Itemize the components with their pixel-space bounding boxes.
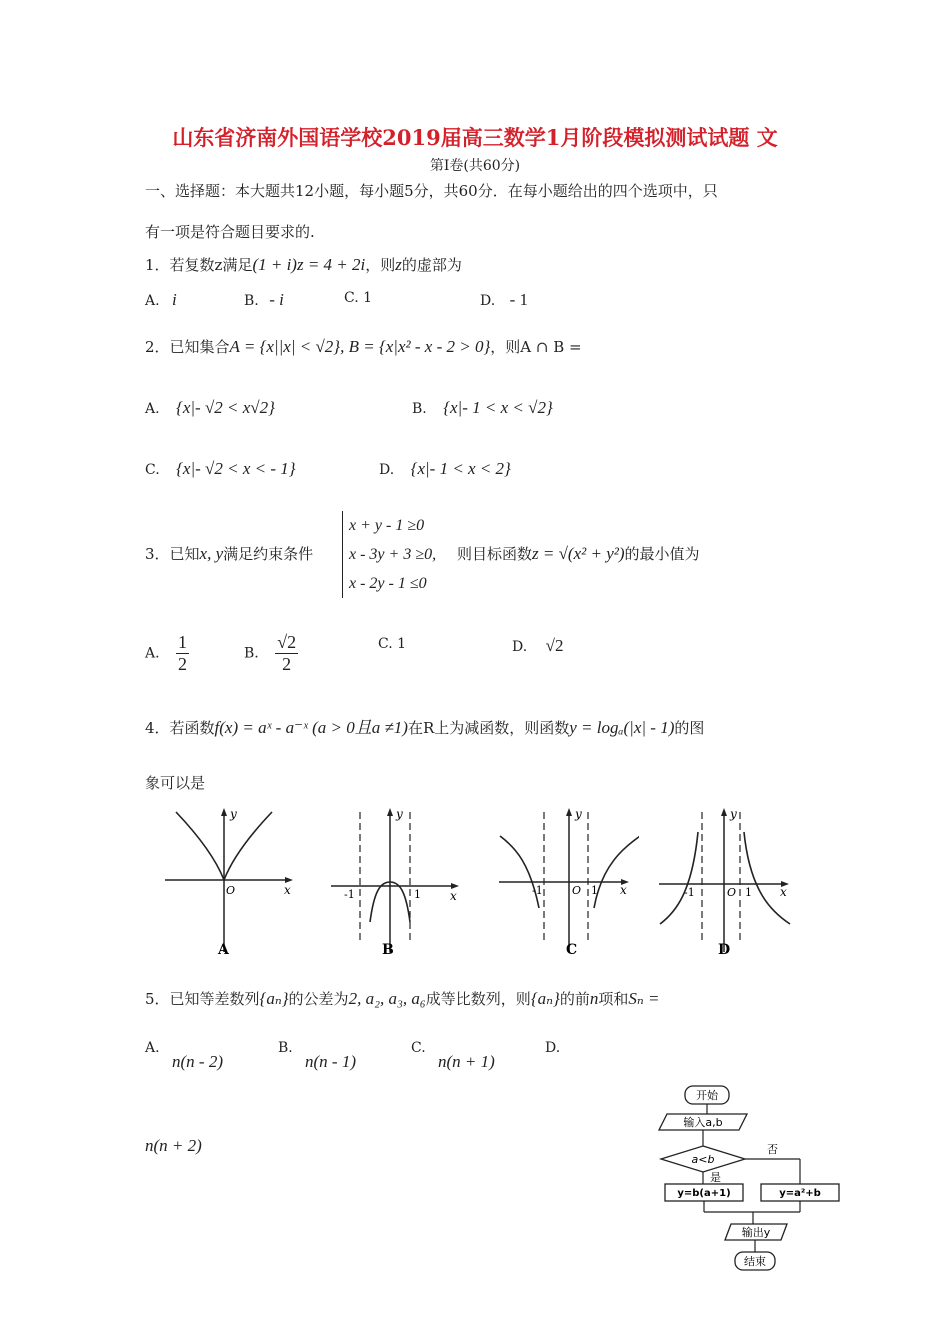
q1-option-c[interactable]: C. 1 bbox=[344, 290, 373, 306]
q2-option-c-label: C. bbox=[145, 462, 160, 478]
flow-condition: a<b bbox=[691, 1153, 715, 1166]
q4-prefix: 4．若函数 bbox=[145, 719, 215, 737]
q4d-origin: O bbox=[727, 886, 737, 899]
q5-mid: 的公差为 bbox=[288, 990, 349, 1008]
q3-constraint-1: x + y - 1 ≥0 bbox=[349, 517, 425, 534]
q4-function-f: f(x) = aˣ - a⁻ˣ (a > 0且a ≠1) bbox=[214, 718, 408, 737]
page-title: 山东省济南外国语学校2019届高三数学1月阶段模拟测试试题 文 bbox=[172, 125, 778, 150]
q1-suffix2: 的虚部为 bbox=[401, 256, 462, 274]
q4b-y-label: y bbox=[396, 807, 403, 821]
q1-prefix: 1．若复数z满足 bbox=[145, 256, 253, 274]
flow-left-process: y=b(a+1) bbox=[677, 1188, 731, 1199]
q4a-label: A bbox=[218, 942, 229, 958]
q3-option-b[interactable] bbox=[244, 632, 298, 675]
q1-option-b-value: - i bbox=[269, 290, 284, 309]
q4b-tick-pos: 1 bbox=[414, 888, 421, 901]
flow-start: 开始 bbox=[696, 1089, 718, 1102]
q5-option-c-value[interactable]: n(n + 1) bbox=[438, 1052, 495, 1071]
question-4 bbox=[145, 713, 704, 738]
q3-vars: x, y bbox=[199, 544, 224, 563]
q1-option-d-value: - 1 bbox=[509, 290, 529, 309]
q3-option-b-den: 2 bbox=[282, 654, 292, 674]
q4-graph-a[interactable] bbox=[160, 802, 300, 960]
q4b-x-label: x bbox=[450, 889, 457, 903]
q4d-y-label: y bbox=[730, 807, 737, 821]
q2-expr: A = {x||x| < √2}, B = {x|x² - x - 2 > 0} bbox=[229, 337, 491, 356]
q3-prefix bbox=[145, 543, 313, 564]
q2-option-a-label: A. bbox=[145, 401, 160, 417]
q3-option-a-den: 2 bbox=[178, 654, 188, 674]
q2-option-d[interactable] bbox=[379, 459, 511, 479]
q2-option-a[interactable] bbox=[145, 398, 275, 418]
question-2 bbox=[145, 336, 582, 357]
q3-constraint-2: x - 3y + 3 ≥0, bbox=[349, 546, 437, 563]
q3-option-a-label: A. bbox=[145, 645, 160, 662]
q3-option-b-label: B. bbox=[244, 645, 259, 662]
q3-option-c[interactable]: C. 1 bbox=[378, 636, 407, 652]
q4-line2: 象可以是 bbox=[145, 774, 206, 792]
q4c-tick-neg: -1 bbox=[532, 884, 543, 897]
q3-suffix: 的最小值为 bbox=[624, 545, 700, 563]
q2-option-b-value: {x|- 1 < x < √2} bbox=[443, 398, 553, 417]
q4d-tick-pos: 1 bbox=[745, 886, 752, 899]
q1-expr: (1 + i)z = 4 + 2i bbox=[252, 255, 366, 274]
question-5 bbox=[145, 988, 659, 1009]
q5-option-d-label[interactable]: D. bbox=[545, 1040, 561, 1056]
q5-prefix: 5．已知等差数列 bbox=[145, 990, 260, 1008]
q4c-tick-pos: 1 bbox=[591, 884, 598, 897]
q4d-label: D bbox=[718, 942, 731, 958]
q5-option-a-value[interactable]: n(n - 2) bbox=[172, 1052, 223, 1071]
q5-option-b-label[interactable]: B. bbox=[278, 1040, 293, 1056]
q4c-x-label: x bbox=[620, 883, 627, 897]
flow-input: 输入a,b bbox=[683, 1116, 723, 1129]
q4-suffix: 的图 bbox=[674, 719, 705, 737]
q4b-label: B bbox=[382, 942, 394, 958]
q4b-tick-neg: -1 bbox=[344, 888, 355, 901]
q4a-y-label: y bbox=[230, 807, 237, 821]
flow-no-label: 否 bbox=[767, 1143, 778, 1156]
flow-right-process: y=a²+b bbox=[779, 1188, 821, 1199]
q5-option-c-label[interactable]: C. bbox=[411, 1040, 426, 1056]
q2-option-c-value: {x|- √2 < x < - 1} bbox=[176, 459, 296, 478]
q4a-origin: O bbox=[226, 884, 236, 897]
q1-option-d[interactable] bbox=[480, 290, 528, 310]
q1-option-a[interactable] bbox=[145, 290, 177, 310]
q3-objective bbox=[457, 543, 700, 564]
q1-var: z bbox=[395, 255, 402, 274]
q4a-x-label: x bbox=[284, 883, 291, 897]
q3-option-b-num: √2 bbox=[277, 632, 297, 652]
flow-end: 结束 bbox=[744, 1255, 766, 1268]
q1-suffix: ，则 bbox=[365, 256, 396, 274]
q3-constraints bbox=[342, 511, 436, 598]
q4d-x-label: x bbox=[780, 885, 787, 899]
q3-option-d[interactable] bbox=[512, 636, 563, 656]
instructions-line1: 一、选择题：本大题共12小题，每小题5分，共60分．在每小题给出的四个选项中，只 bbox=[145, 182, 718, 200]
q1-option-d-label: D. bbox=[480, 293, 496, 309]
q5-mid2: 成等比数列，则 bbox=[425, 990, 531, 1008]
q5-option-d-value[interactable]: n(n + 2) bbox=[145, 1136, 202, 1155]
q1-option-a-value: i bbox=[172, 290, 177, 309]
q4c-origin: O bbox=[572, 884, 582, 897]
instructions-line2: 有一项是符合题目要求的. bbox=[145, 223, 315, 241]
q4c-y-label: y bbox=[575, 807, 582, 821]
q1-option-a-label: A. bbox=[145, 293, 160, 309]
section-subtitle: 第Ⅰ卷(共60分) bbox=[429, 158, 521, 174]
q4d-tick-neg: -1 bbox=[684, 886, 695, 899]
q3-option-d-value: √2 bbox=[545, 636, 564, 655]
q2-option-d-value: {x|- 1 < x < 2} bbox=[410, 459, 511, 478]
q5-seq: {aₙ} bbox=[259, 989, 289, 1008]
q5-seq2: {aₙ} bbox=[530, 989, 560, 1008]
q2-option-c[interactable] bbox=[145, 459, 296, 479]
q1-option-b[interactable] bbox=[244, 290, 284, 310]
flow-output: 输出y bbox=[741, 1226, 771, 1239]
q3-constraint-3: x - 2y - 1 ≤0 bbox=[349, 575, 427, 592]
q5-mid3: 的前 bbox=[559, 990, 590, 1008]
q4-function-g: y = logₐ(|x| - 1) bbox=[569, 718, 675, 737]
flow-yes-label: 是 bbox=[710, 1171, 721, 1184]
q3-prefix-text: 3．已知 bbox=[145, 545, 200, 563]
q2-option-a-value: {x|- √2 < x√2} bbox=[176, 398, 275, 417]
q3-option-a-num: 1 bbox=[178, 632, 188, 652]
q4-mid: 在R上为减函数，则函数 bbox=[407, 719, 570, 737]
q3-option-d-label: D. bbox=[512, 639, 528, 655]
q5-sn: Sₙ = bbox=[628, 989, 660, 1008]
q5-terms: 2, a₂, a₃, a₆ bbox=[348, 989, 426, 1008]
q4-graph-d[interactable] bbox=[654, 802, 799, 960]
q5-option-b-value[interactable]: n(n - 1) bbox=[305, 1052, 356, 1071]
q2-option-d-label: D. bbox=[379, 462, 395, 478]
question-1 bbox=[145, 254, 462, 275]
q5-n: n bbox=[589, 989, 599, 1008]
q3-option-a[interactable] bbox=[145, 632, 189, 675]
q5-option-a-label[interactable]: A. bbox=[145, 1040, 160, 1056]
q3-obj: z = √(x² + y²) bbox=[532, 544, 625, 563]
q3-mid2: 则目标函数 bbox=[457, 545, 533, 563]
q5-mid4: 项和 bbox=[598, 990, 629, 1008]
q2-option-b-label: B. bbox=[412, 401, 427, 417]
q2-suffix: ，则A ∩ B = bbox=[490, 338, 582, 356]
flowchart bbox=[655, 1080, 855, 1284]
q2-prefix: 2．已知集合 bbox=[145, 338, 230, 356]
q4-graph-b[interactable] bbox=[326, 802, 466, 960]
q1-option-b-label: B. bbox=[244, 293, 259, 309]
q4-graph-c[interactable] bbox=[494, 802, 639, 960]
q4c-label: C bbox=[566, 942, 578, 958]
q3-mid: 满足约束条件 bbox=[223, 545, 314, 563]
q2-option-b[interactable] bbox=[412, 398, 553, 418]
